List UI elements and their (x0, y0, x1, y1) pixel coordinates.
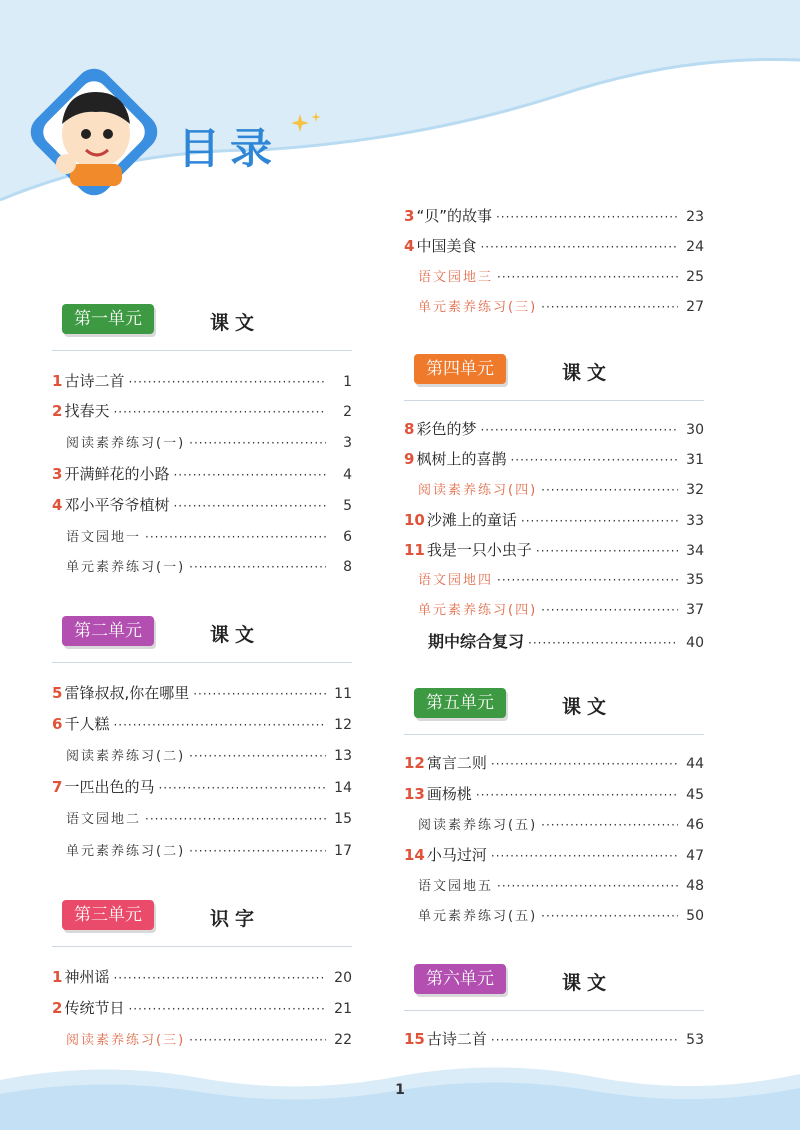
divider (52, 946, 352, 947)
unit-2-header (52, 616, 352, 668)
page-title: 目录 (178, 124, 283, 173)
toc-entry[interactable] (404, 875, 704, 897)
entry-title: 寓言二则 (426, 754, 487, 772)
toc-entry[interactable] (52, 463, 352, 485)
page-ref: 23 (686, 209, 704, 225)
leader-dots (491, 1033, 678, 1047)
unit-2-type: 课文 (210, 624, 261, 646)
unit-6-type: 课文 (562, 972, 613, 994)
leader-dots (497, 270, 678, 284)
lesson-number: 9 (404, 450, 415, 468)
entry-title: 阅读素养练习(五) (418, 818, 538, 833)
leader-dots (496, 210, 678, 224)
page-ref: 40 (686, 635, 704, 651)
lesson-number: 5 (52, 684, 63, 702)
leader-dots (189, 560, 326, 574)
page-ref: 50 (686, 908, 704, 924)
toc-entry[interactable] (52, 776, 352, 798)
divider (404, 400, 704, 401)
entry-title: 中国美食 (416, 237, 477, 255)
entry-title: 单元素养练习(三) (418, 300, 538, 315)
page-number: 1 (395, 1082, 405, 1098)
lesson-number: 7 (52, 778, 63, 796)
leader-dots (173, 499, 326, 513)
toc-entry[interactable] (404, 1028, 704, 1050)
toc-entry[interactable] (52, 370, 352, 392)
entry-title: 枫树上的喜鹊 (416, 450, 507, 468)
lesson-number: 2 (52, 402, 63, 420)
sparkle-icon (290, 110, 324, 136)
page-ref: 48 (686, 878, 704, 894)
toc-entry[interactable] (404, 569, 704, 591)
page-ref: 13 (334, 748, 352, 764)
mascot-illustration (14, 52, 174, 212)
page-ref: 8 (343, 559, 352, 575)
leader-dots (541, 818, 678, 832)
leader-dots (145, 812, 326, 826)
leader-dots (497, 879, 678, 893)
leader-dots (541, 909, 678, 923)
page-ref: 44 (686, 756, 704, 772)
page-ref: 27 (686, 299, 704, 315)
leader-dots (189, 1033, 326, 1047)
leader-dots (158, 781, 326, 795)
toc-entry[interactable] (404, 783, 704, 805)
entry-title: 画杨桃 (426, 785, 472, 803)
unit-5-header (404, 688, 704, 740)
page-ref: 20 (334, 970, 352, 986)
toc-entry[interactable] (404, 539, 704, 561)
entry-title: 千人糕 (64, 715, 110, 733)
unit-5-type: 课文 (562, 696, 613, 718)
page-ref: 47 (686, 848, 704, 864)
page-ref: 15 (334, 811, 352, 827)
toc-entry[interactable] (52, 713, 352, 735)
leader-dots (541, 603, 678, 617)
entry-title: 阅读素养练习(一) (66, 436, 186, 451)
toc-entry[interactable] (52, 1029, 352, 1051)
toc-entry[interactable] (404, 418, 704, 440)
page-ref: 4 (343, 467, 352, 483)
page-ref: 37 (686, 602, 704, 618)
lesson-number: 1 (52, 372, 63, 390)
lesson-number: 12 (404, 754, 425, 772)
leader-dots (476, 788, 678, 802)
unit-3-tag: 第三单元 (62, 900, 154, 930)
lesson-number: 15 (404, 1030, 425, 1048)
unit-3-header (52, 900, 352, 952)
toc-entry[interactable] (52, 494, 352, 516)
leader-dots (491, 757, 678, 771)
entry-title: 开满鲜花的小路 (64, 465, 170, 483)
entry-title: 语文园地四 (418, 573, 494, 588)
page-ref: 45 (686, 787, 704, 803)
page-ref: 22 (334, 1032, 352, 1048)
leader-dots (189, 749, 326, 763)
entry-title: 一匹出色的马 (64, 778, 155, 796)
unit-3-type: 识字 (210, 908, 261, 930)
toc-entry[interactable] (52, 997, 352, 1019)
leader-dots (497, 573, 678, 587)
toc-entry[interactable] (404, 905, 704, 927)
leader-dots (536, 544, 678, 558)
leader-dots (113, 971, 326, 985)
leader-dots (145, 530, 326, 544)
page-ref: 6 (343, 529, 352, 545)
divider (52, 662, 352, 663)
page-ref: 2 (343, 404, 352, 420)
page-ref: 30 (686, 422, 704, 438)
divider (52, 350, 352, 351)
unit-4-header (404, 354, 704, 406)
entry-title: 单元素养练习(二) (66, 844, 186, 859)
unit-4-tag: 第四单元 (414, 354, 506, 384)
entry-title: 找春天 (64, 402, 110, 420)
toc-entry[interactable] (404, 844, 704, 866)
entry-title: 沙滩上的童话 (426, 511, 517, 529)
lesson-number: 1 (52, 968, 63, 986)
unit-6-header (404, 964, 704, 1016)
entry-title: 神州谣 (64, 968, 110, 986)
toc-entry[interactable] (404, 814, 704, 836)
entry-title: 传统节日 (64, 999, 125, 1017)
toc-entry[interactable] (52, 526, 352, 548)
entry-title: 阅读素养练习(二) (66, 749, 186, 764)
page-ref: 12 (334, 717, 352, 733)
entry-title: 单元素养练习(五) (418, 909, 538, 924)
page-ref: 32 (686, 482, 704, 498)
entry-title: 语文园地二 (66, 812, 142, 827)
page-ref: 17 (334, 843, 352, 859)
page-ref: 46 (686, 817, 704, 833)
lesson-number: 10 (404, 511, 425, 529)
lesson-number: 11 (404, 541, 425, 559)
lesson-number: 14 (404, 846, 425, 864)
page-ref: 5 (343, 498, 352, 514)
toc-entry[interactable] (404, 479, 704, 501)
entry-title: 单元素养练习(一) (66, 560, 186, 575)
entry-title: 小马过河 (426, 846, 487, 864)
leader-dots (193, 687, 326, 701)
leader-dots (480, 423, 678, 437)
toc-entry[interactable] (52, 808, 352, 830)
unit-1-header (52, 304, 352, 356)
toc-entry[interactable] (52, 966, 352, 988)
lesson-number: 8 (404, 420, 415, 438)
entry-title: 单元素养练习(四) (418, 603, 538, 618)
toc-entry[interactable] (52, 682, 352, 704)
leader-dots (189, 844, 326, 858)
page-ref: 31 (686, 452, 704, 468)
entry-title: 语文园地三 (418, 270, 494, 285)
entry-title: 期中综合复习 (428, 632, 525, 651)
page-ref: 35 (686, 572, 704, 588)
entry-title: 古诗二首 (64, 372, 125, 390)
toc-entry[interactable] (404, 296, 704, 318)
divider (404, 734, 704, 735)
page-ref: 34 (686, 543, 704, 559)
unit-5-tag: 第五单元 (414, 688, 506, 718)
leader-dots (541, 300, 678, 314)
page-ref: 53 (686, 1032, 704, 1048)
toc-entry[interactable] (404, 599, 704, 621)
lesson-number: 3 (404, 207, 415, 225)
unit-1-tag: 第一单元 (62, 304, 154, 334)
divider (404, 1010, 704, 1011)
leader-dots (528, 636, 678, 650)
unit-6-tag: 第六单元 (414, 964, 506, 994)
page-ref: 33 (686, 513, 704, 529)
entry-title: 雷锋叔叔,你在哪里 (64, 684, 190, 702)
unit-2-tag: 第二单元 (62, 616, 154, 646)
leader-dots (113, 405, 326, 419)
entry-title: 语文园地一 (66, 530, 142, 545)
page-ref: 14 (334, 780, 352, 796)
leader-dots (510, 453, 678, 467)
leader-dots (491, 849, 678, 863)
toc-entry[interactable] (52, 745, 352, 767)
unit-4-type: 课文 (562, 362, 613, 384)
toc-entry[interactable] (404, 235, 704, 257)
toc-entry[interactable] (52, 556, 352, 578)
lesson-number: 4 (52, 496, 63, 514)
toc-entry[interactable] (52, 400, 352, 422)
page-ref: 11 (334, 686, 352, 702)
entry-title: 邓小平爷爷植树 (64, 496, 170, 514)
lesson-number: 3 (52, 465, 63, 483)
lesson-number: 6 (52, 715, 63, 733)
lesson-number: 13 (404, 785, 425, 803)
entry-title: 彩色的梦 (416, 420, 477, 438)
lesson-number: 2 (52, 999, 63, 1017)
unit-1-type: 课文 (210, 312, 261, 334)
entry-title: 语文园地五 (418, 879, 494, 894)
leader-dots (128, 1002, 326, 1016)
leader-dots (113, 718, 326, 732)
page-ref: 3 (343, 435, 352, 451)
leader-dots (173, 468, 326, 482)
lesson-number: 4 (404, 237, 415, 255)
entry-title: 古诗二首 (426, 1030, 487, 1048)
toc-entry[interactable] (404, 509, 704, 531)
leader-dots (189, 436, 326, 450)
entry-title: 阅读素养练习(三) (66, 1033, 186, 1048)
toc-entry[interactable] (52, 840, 352, 862)
entry-title: 阅读素养练习(四) (418, 483, 538, 498)
leader-dots (541, 483, 678, 497)
leader-dots (128, 375, 326, 389)
toc-entry[interactable] (404, 629, 704, 651)
toc-entry[interactable] (404, 205, 704, 227)
page-ref: 24 (686, 239, 704, 255)
entry-title: 我是一只小虫子 (426, 541, 532, 559)
toc-entry[interactable] (404, 448, 704, 470)
toc-entry[interactable] (404, 266, 704, 288)
page-ref: 25 (686, 269, 704, 285)
entry-title: “贝”的故事 (416, 207, 492, 225)
toc-entry[interactable] (404, 752, 704, 774)
page-ref: 21 (334, 1001, 352, 1017)
toc-entry[interactable] (52, 432, 352, 454)
leader-dots (480, 240, 678, 254)
page-ref: 1 (343, 374, 352, 390)
leader-dots (521, 514, 678, 528)
